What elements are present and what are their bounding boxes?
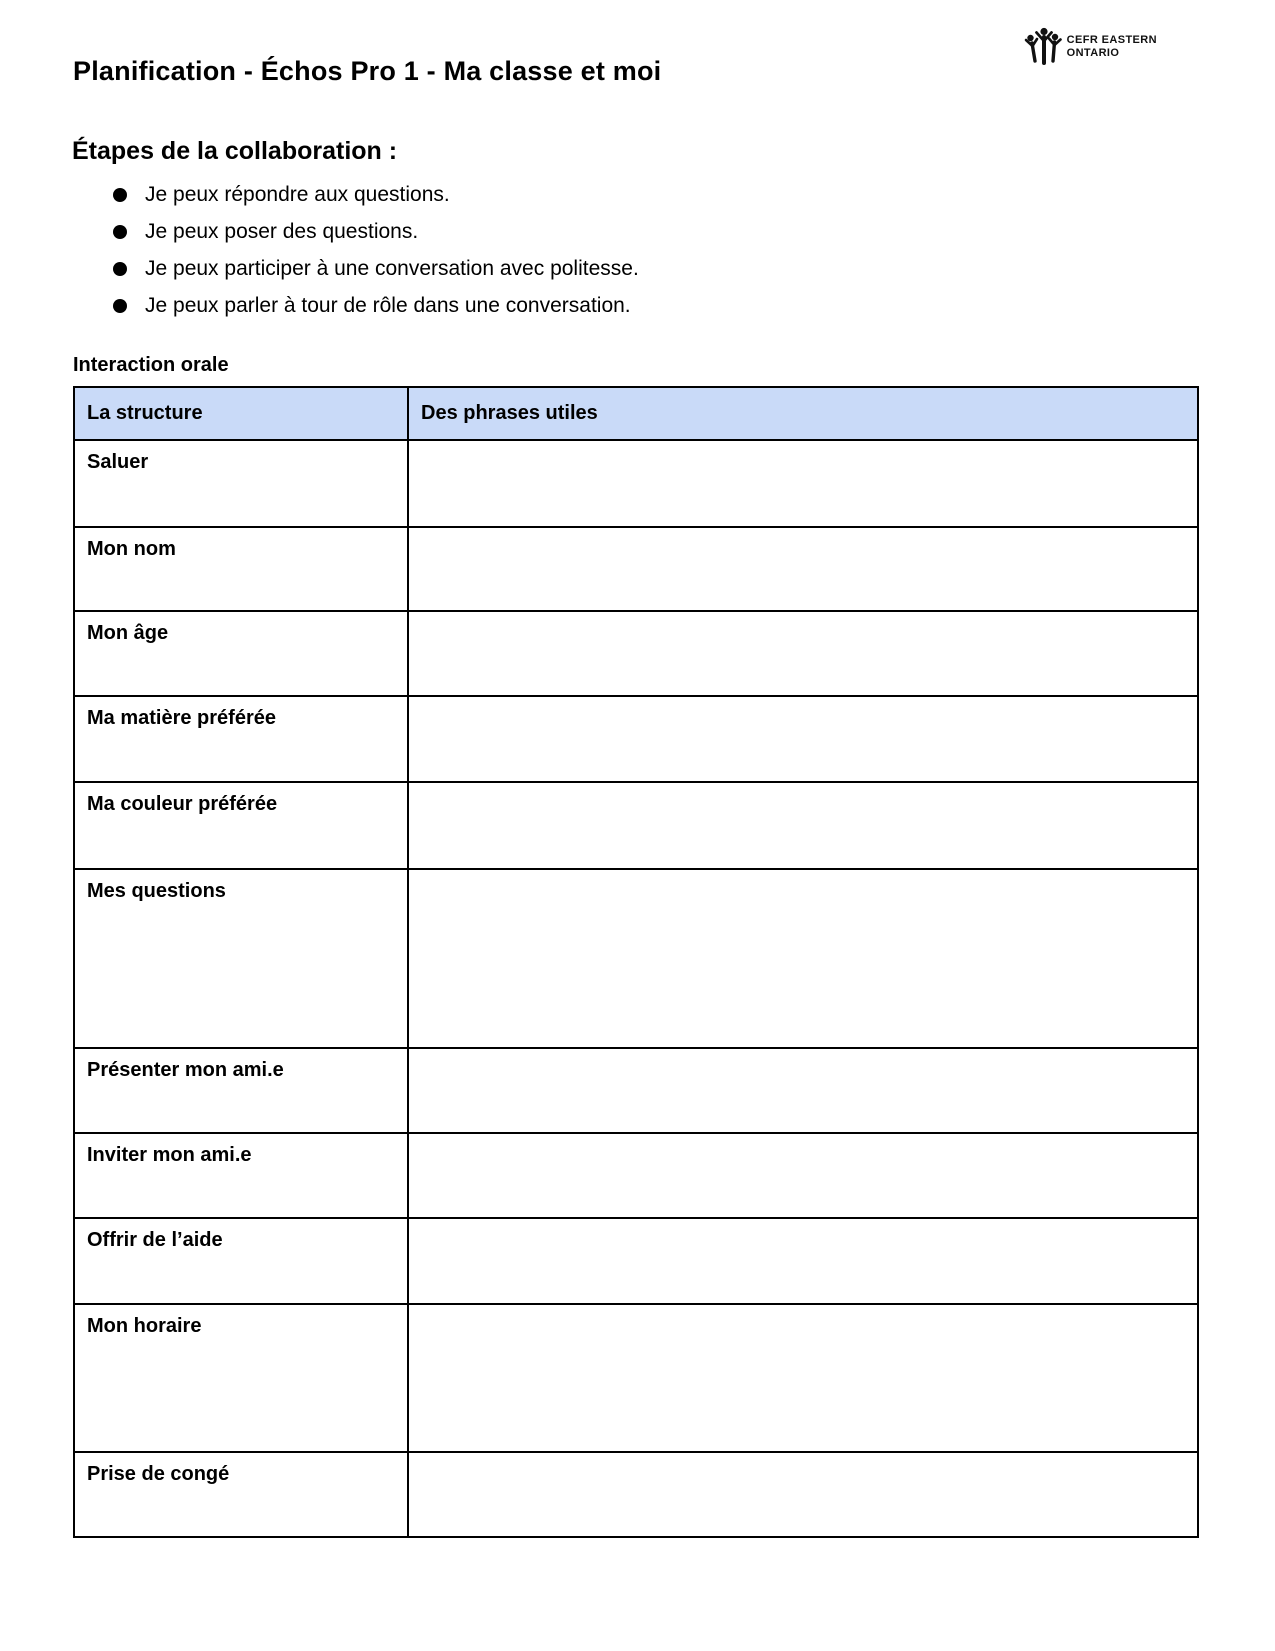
structure-cell: Inviter mon ami.e (74, 1133, 408, 1218)
structure-cell: Prise de congé (74, 1452, 408, 1537)
table-row (74, 527, 1198, 611)
structure-cell: Mon âge (74, 611, 408, 696)
step-text: Je peux poser des questions. (145, 219, 419, 243)
table-row (74, 611, 1198, 696)
table-row (74, 1133, 1198, 1218)
phrases-cell[interactable] (408, 1133, 1198, 1218)
steps-heading: Étapes de la collaboration : (72, 136, 398, 165)
column-header-phrases: Des phrases utiles (408, 387, 1198, 440)
step-item (0, 294, 1275, 318)
step-item (0, 220, 1275, 244)
column-header-structure: La structure (74, 387, 408, 440)
table-row (74, 782, 1198, 869)
bullet-icon (113, 225, 127, 239)
phrases-cell[interactable] (408, 1048, 1198, 1133)
steps-list (0, 183, 1275, 319)
step-item (0, 183, 1275, 207)
people-figures-icon (1022, 27, 1062, 67)
step-text: Je peux participer à une conversation avec politesse. (145, 257, 639, 281)
bullet-icon (113, 262, 127, 276)
structure-cell: Présenter mon ami.e (74, 1048, 408, 1133)
phrases-cell[interactable] (408, 440, 1198, 527)
phrases-cell[interactable] (408, 869, 1198, 1048)
phrases-cell[interactable] (408, 527, 1198, 611)
structure-cell: Offrir de l’aide (74, 1218, 408, 1304)
logo-text (1067, 34, 1157, 60)
structure-cell: Ma couleur préférée (74, 782, 408, 869)
phrases-cell[interactable] (408, 696, 1198, 782)
logo-line1: CEFR EASTERN (1066, 33, 1157, 46)
phrases-cell[interactable] (408, 1218, 1198, 1304)
structure-cell: Mon horaire (74, 1304, 408, 1452)
table-row (74, 1452, 1198, 1537)
logo (1022, 27, 1157, 67)
step-text: Je peux parler à tour de rôle dans une conversation. (145, 294, 631, 318)
structure-cell: Mon nom (74, 527, 408, 611)
logo-line2: ONTARIO (1066, 47, 1120, 59)
structure-cell: Ma matière préférée (74, 696, 408, 782)
table-row (74, 1048, 1198, 1133)
phrases-cell[interactable] (408, 782, 1198, 869)
phrases-cell[interactable] (408, 611, 1198, 696)
phrases-cell[interactable] (408, 1304, 1198, 1452)
table-row (74, 1218, 1198, 1304)
table-row (74, 440, 1198, 527)
step-item (0, 257, 1275, 281)
table-row (74, 696, 1198, 782)
table-row (74, 869, 1198, 1048)
bullet-icon (113, 299, 127, 313)
interaction-orale-table (73, 386, 1199, 1538)
structure-cell: Mes questions (74, 869, 408, 1048)
structure-cell: Saluer (74, 440, 408, 527)
table-section-label: Interaction orale (73, 354, 229, 377)
bullet-icon (113, 188, 127, 202)
phrases-cell[interactable] (408, 1452, 1198, 1537)
table-row (74, 1304, 1198, 1452)
page-title: Planification - Échos Pro 1 - Ma classe et moi (73, 56, 662, 86)
table-header-row (74, 387, 1198, 440)
step-text: Je peux répondre aux questions. (145, 182, 450, 206)
